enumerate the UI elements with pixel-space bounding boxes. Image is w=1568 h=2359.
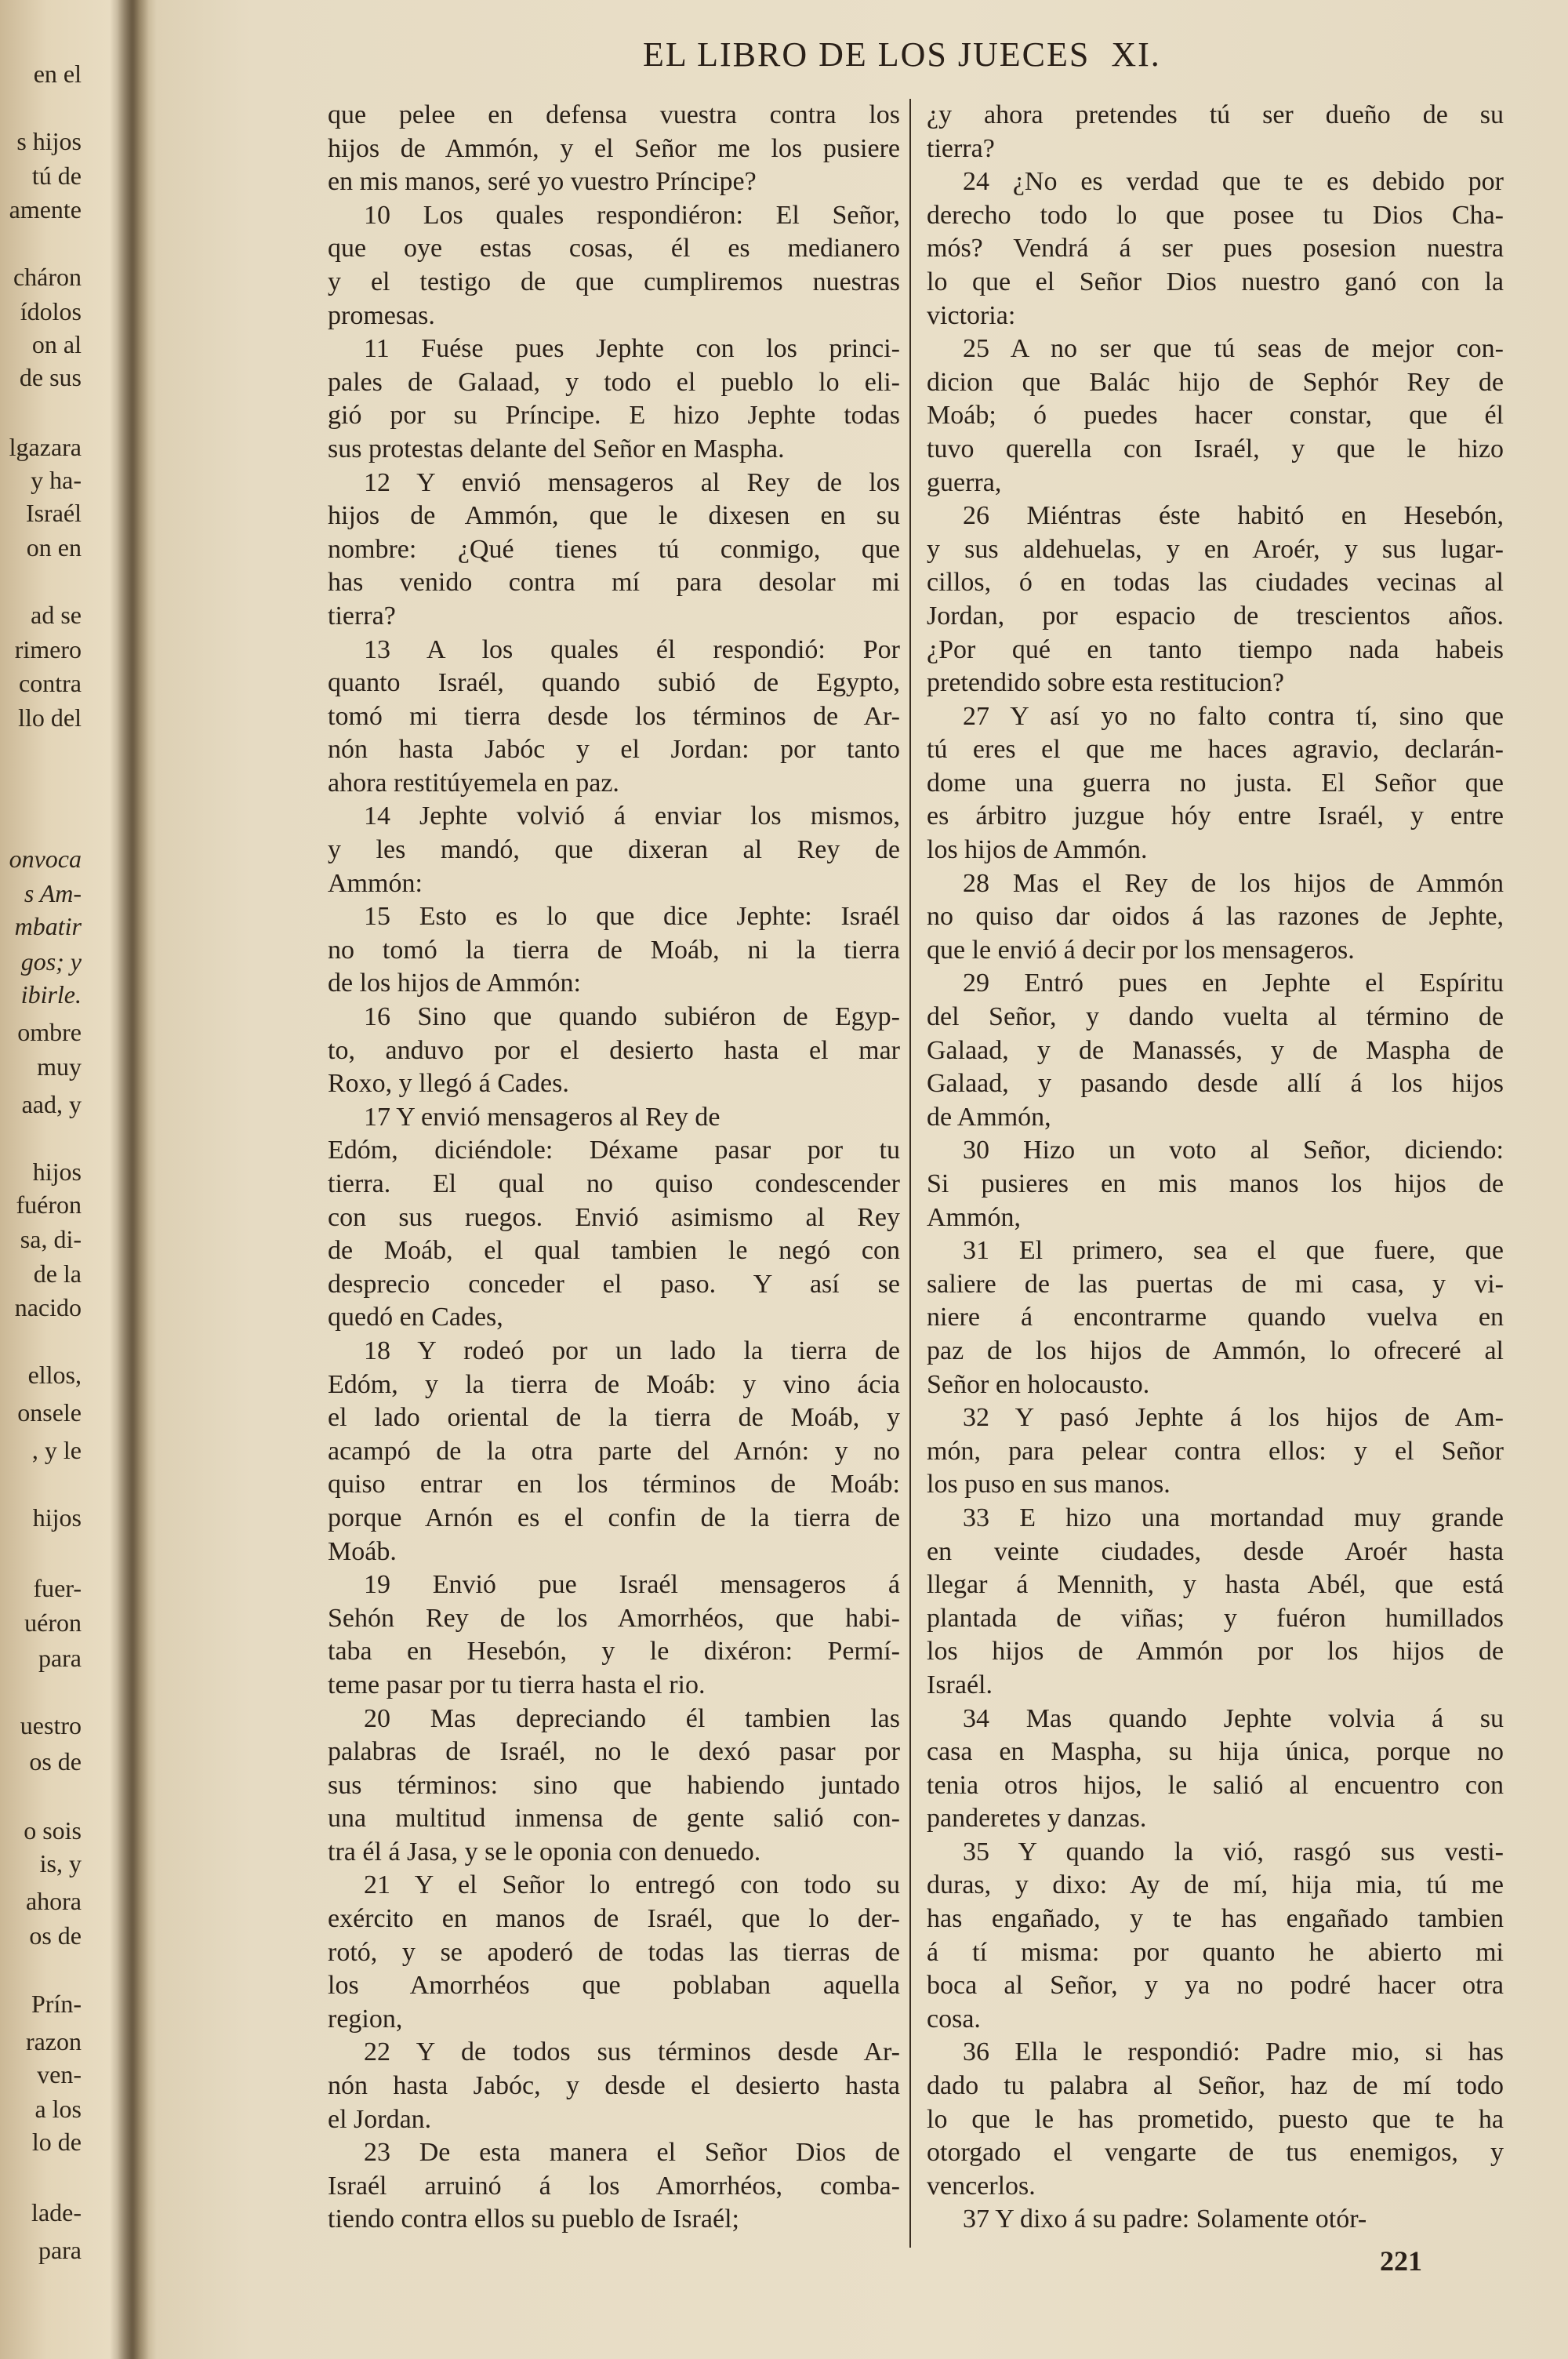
text-line: 31 El primero, sea el que fuere, que	[963, 1236, 1504, 1266]
facing-page-fragment: rimero	[14, 635, 82, 664]
text-line: 10 Los quales respondiéron: El Señor,	[364, 200, 900, 230]
text-line: dicion que Balác hijo de Sephór Rey de	[927, 367, 1504, 397]
facing-page-fragment: a los	[34, 2094, 82, 2123]
text-line: que pelee en defensa vuestra contra los	[328, 100, 900, 129]
text-line: taba en Hesebón, y le dixéron: Permí-	[328, 1637, 900, 1667]
text-line: en veinte ciudades, desde Aroér hasta	[927, 1536, 1504, 1566]
running-header	[643, 35, 1161, 75]
text-line: ahora restitúyemela en paz.	[328, 768, 619, 798]
facing-page-fragment: fuéron	[16, 1190, 82, 1219]
facing-page-fragment: ibirle.	[20, 980, 82, 1009]
text-line: guerra,	[927, 467, 1002, 497]
text-line: tú eres el que me haces agravio, declarán-	[927, 735, 1504, 765]
facing-page-fragment: on en	[26, 533, 82, 562]
facing-page-fragment: onvoca	[9, 845, 82, 874]
facing-page-fragment: aad, y	[21, 1089, 82, 1118]
text-line: tenia otros hijos, le salió al encuentro con	[927, 1770, 1504, 1800]
facing-page-fragment: on al	[31, 330, 82, 359]
text-line: hijos de Ammón, que le dixesen en su	[328, 501, 900, 531]
facing-page-fragment: o sois	[24, 1816, 82, 1845]
text-line: tiendo contra ellos su pueblo de Israél;	[328, 2205, 739, 2234]
text-line: 28 Mas el Rey de los hijos de Ammón	[963, 868, 1504, 898]
facing-page-fragment: llo del	[18, 703, 82, 732]
facing-page-fragment: ahora	[25, 1887, 82, 1916]
facing-page-fragment: uéron	[24, 1608, 82, 1637]
text-line: Jordan, por espacio de trescientos años.	[927, 601, 1504, 631]
facing-page-fragment: para	[38, 2236, 82, 2265]
text-line: 14 Jephte volvió á enviar los mismos,	[364, 801, 900, 831]
text-line: quanto Israél, quando subió de Egypto,	[328, 668, 900, 698]
text-line: tierra?	[927, 133, 995, 163]
facing-page-fragment: , y le	[31, 1435, 82, 1464]
text-line: casa en Maspha, su hija única, porque no	[927, 1737, 1504, 1767]
page-number: 221	[1380, 2245, 1422, 2277]
text-line: has venido contra mí para desolar mi	[328, 568, 900, 598]
text-line: 26 Miéntras éste habitó en Hesebón,	[963, 501, 1504, 531]
text-line: de Moáb, el qual tambien le negó con	[328, 1236, 900, 1266]
facing-page-fragment: en el	[33, 59, 82, 88]
facing-page-fragment: s Am-	[24, 879, 82, 908]
text-line: 30 Hizo un voto al Señor, diciendo:	[963, 1136, 1504, 1165]
facing-page-fragment: is, y	[39, 1849, 82, 1878]
text-line: tuvo querella con Israél, y que le hizo	[927, 434, 1504, 463]
text-line: pretendido sobre esta restitucion?	[927, 668, 1285, 698]
text-line: Señor en holocausto.	[927, 1369, 1150, 1399]
text-line: cosa.	[927, 2004, 981, 2034]
text-line: Sehón Rey de los Amorrhéos, que habi-	[328, 1603, 900, 1633]
facing-page-fragment: Prín-	[31, 1989, 82, 2018]
text-line: es árbitro juzgue hóy entre Israél, y entre	[927, 801, 1504, 831]
text-line: 19 Envió pue Israél mensageros á	[364, 1570, 900, 1600]
text-line: panderetes y danzas.	[927, 1804, 1147, 1834]
text-line: de los hijos de Ammón:	[328, 969, 581, 998]
text-line: no quiso dar oidos á las razones de Jephte,	[927, 902, 1504, 932]
text-line: lo que el Señor Dios nuestro ganó con la	[927, 267, 1504, 296]
text-line: del Señor, y dando vuelta al término de	[927, 1002, 1504, 1032]
text-line: los Amorrhéos que poblaban aquella	[328, 1971, 900, 2001]
text-line: no tomó la tierra de Moáb, ni la tierra	[328, 935, 900, 965]
text-line: con sus ruegos. Envió asimismo al Rey	[328, 1202, 900, 1232]
book-title: EL LIBRO DE LOS JUECES	[643, 35, 1091, 74]
facing-page-fragment: ven-	[37, 2059, 82, 2088]
facing-page-fragment: y ha-	[31, 465, 82, 494]
facing-page-fragment: razon	[25, 2026, 82, 2055]
text-line: paz de los hijos de Ammón, lo ofreceré al	[927, 1336, 1504, 1365]
facing-page-fragment: s hijos	[16, 127, 82, 156]
text-line: plantada de viñas; y fuéron humillados	[927, 1603, 1504, 1633]
text-line: saliere de las puertas de mi casa, y vi-	[927, 1269, 1504, 1299]
text-line: gió por su Príncipe. E hizo Jephte todas	[328, 401, 900, 431]
text-line: duras, y dixo: Ay de mí, hija mia, tú me	[927, 1870, 1504, 1900]
text-line: una multitud inmensa de gente salió con-	[328, 1804, 900, 1834]
text-line: otorgado el vengarte de tus enemigos, y	[927, 2138, 1504, 2168]
facing-page-fragment: cháron	[13, 262, 82, 291]
text-line: 36 Ella le respondió: Padre mio, si has	[963, 2037, 1504, 2067]
facing-page-fragment: hijos	[32, 1158, 82, 1187]
text-line: Roxo, y llegó á Cades.	[328, 1069, 569, 1099]
facing-page-fragment: ombre	[17, 1017, 82, 1046]
facing-page-fragment: fuer-	[33, 1574, 82, 1603]
text-line: 21 Y el Señor lo entregó con todo su	[364, 1870, 900, 1900]
facing-page-fragment: contra	[19, 668, 82, 697]
text-line: rotó, y se apoderó de todas las tierras de	[328, 1937, 900, 1967]
text-line: los hijos de Ammón.	[927, 835, 1148, 865]
text-line: tierra. El qual no quiso condescender	[328, 1169, 900, 1198]
text-line: hijos de Ammón, y el Señor me los pusiere	[328, 133, 900, 163]
facing-page-fragment: lgazara	[9, 432, 82, 461]
text-line: 12 Y envió mensageros al Rey de los	[364, 467, 900, 497]
facing-page-fragment: onsele	[17, 1398, 82, 1427]
facing-page-fragment: ellos,	[27, 1360, 82, 1389]
facing-page-fragment: ídolos	[20, 296, 82, 325]
text-line: desprecio conceder el paso. Y así se	[328, 1269, 900, 1299]
text-line: 33 E hizo una mortandad muy grande	[963, 1503, 1504, 1532]
text-line: 32 Y pasó Jephte á los hijos de Am-	[963, 1403, 1504, 1433]
text-line: tra él á Jasa, y se le oponia con denuedo.	[328, 1837, 761, 1866]
text-line: dado tu palabra al Señor, haz de mí todo	[927, 2071, 1504, 2101]
text-line: teme pasar por tu tierra hasta el rio.	[328, 1670, 706, 1699]
text-line: Galaad, y de Manassés, y de Maspha de	[927, 1035, 1504, 1065]
text-line: los puso en sus manos.	[927, 1470, 1171, 1499]
facing-page-fragment: tú de	[31, 162, 82, 191]
text-line: derecho todo lo que posee tu Dios Cha-	[927, 200, 1504, 230]
facing-page-fragment: de sus	[19, 363, 82, 392]
facing-page-fragment: muy	[37, 1052, 82, 1081]
text-column-left	[328, 99, 900, 2237]
text-line: tierra?	[328, 601, 396, 631]
text-line: acampó de la otra parte del Arnón: y no	[328, 1436, 900, 1466]
text-line: el Jordan.	[328, 2104, 432, 2134]
text-line: món, para pelear contra ellos: y el Señor	[927, 1436, 1504, 1466]
text-line: Edóm, diciéndole: Déxame pasar por tu	[328, 1136, 900, 1165]
facing-page-fragment: Israél	[25, 498, 82, 527]
text-line: 24 ¿No es verdad que te es debido por	[963, 167, 1504, 197]
text-line: 18 Y rodeó por un lado la tierra de	[364, 1336, 900, 1365]
text-line: Moáb.	[328, 1536, 397, 1566]
facing-page-fragment: gos; y	[20, 947, 82, 976]
text-line: vencerlos.	[927, 2171, 1036, 2201]
text-line: 35 Y quando la vió, rasgó sus vesti-	[963, 1837, 1504, 1866]
text-line: que oye estas cosas, él es medianero	[328, 234, 900, 264]
text-line: ¿y ahora pretendes tú ser dueño de su	[927, 100, 1504, 129]
text-line: de Ammón,	[927, 1102, 1051, 1132]
text-line: ¿Por qué en tanto tiempo nada habeis	[927, 634, 1504, 664]
facing-page-fragment: amente	[9, 194, 82, 224]
facing-page-fragment: lo de	[31, 2128, 82, 2157]
text-line: palabras de Israél, no le dexó pasar por	[328, 1737, 900, 1767]
text-line: 23 De esta manera el Señor Dios de	[364, 2138, 900, 2168]
text-line: 27 Y así yo no falto contra tí, sino que	[963, 701, 1504, 731]
text-line: 25 A no ser que tú seas de mejor con-	[963, 334, 1504, 364]
text-line: y el testigo de que cumpliremos nuestras	[328, 267, 900, 296]
text-line: Galaad, y pasando desde allí á los hijos	[927, 1069, 1504, 1099]
text-line: sus protestas delante del Señor en Maspha.	[328, 434, 785, 463]
text-line: 15 Esto es lo que dice Jephte: Israél	[364, 902, 900, 932]
facing-page-fragment: os de	[29, 1747, 82, 1776]
text-line: nón hasta Jabóc y el Jordan: por tanto	[328, 735, 900, 765]
text-line: victoria:	[927, 300, 1016, 330]
facing-page-fragment: uestro	[20, 1710, 82, 1739]
text-line: Ammón:	[328, 868, 423, 898]
text-line: promesas.	[328, 300, 435, 330]
text-line: 20 Mas depreciando él tambien las	[364, 1703, 900, 1733]
text-line: sus términos: sino que habiendo juntado	[328, 1770, 900, 1800]
text-line: nombre: ¿Qué tienes tú conmigo, que	[328, 534, 900, 564]
text-line: que le envió á decir por los mensageros.	[927, 935, 1355, 965]
text-line: Edóm, y la tierra de Moáb: y vino ácia	[328, 1369, 900, 1399]
text-line: Moáb; ó puedes hacer constar, que él	[927, 401, 1504, 431]
text-line: 16 Sino que quando subiéron de Egyp-	[364, 1002, 900, 1032]
text-line: niere á encontrarme quando vuelva en	[927, 1303, 1504, 1332]
text-line: y sus aldehuelas, y en Aroér, y sus lugar-	[927, 534, 1504, 564]
text-line: nón hasta Jabóc, y desde el desierto hasta	[328, 2071, 900, 2101]
facing-page-fragment: hijos	[32, 1503, 82, 1532]
facing-page-fragment: ad se	[31, 601, 82, 630]
facing-page-fragment: sa, di-	[20, 1225, 82, 1254]
facing-page-fragment: lade-	[31, 2198, 82, 2227]
text-line: 29 Entró pues en Jephte el Espíritu	[963, 969, 1504, 998]
facing-page-fragment: mbatir	[14, 912, 82, 941]
text-line: Israél.	[927, 1670, 993, 1699]
facing-page-fragment: para	[38, 1643, 82, 1672]
text-line: dome una guerra no justa. El Señor que	[927, 768, 1504, 798]
text-line: llegar á Mennith, y hasta Abél, que está	[927, 1570, 1504, 1600]
text-line: Ammón,	[927, 1202, 1021, 1232]
text-line: 37 Y dixo á su padre: Solamente otór-	[963, 2205, 1367, 2234]
text-line: tomó mi tierra desde los términos de Ar-	[328, 701, 900, 731]
text-line: exército en manos de Israél, que lo der-	[328, 1904, 900, 1934]
text-line: 22 Y de todos sus términos desde Ar-	[364, 2037, 900, 2067]
text-line: cillos, ó en todas las ciudades vecinas al	[927, 568, 1504, 598]
text-line: Israél arruinó á los Amorrhéos, comba-	[328, 2171, 900, 2201]
text-line: pales de Galaad, y todo el pueblo lo eli-	[328, 367, 900, 397]
text-line: á tí misma: por quanto he abierto mi	[927, 1937, 1504, 1967]
text-line: los hijos de Ammón por los hijos de	[927, 1637, 1504, 1667]
text-line: y les mandó, que dixeran al Rey de	[328, 835, 900, 865]
text-line: el lado oriental de la tierra de Moáb, y	[328, 1403, 900, 1433]
text-line: 11 Fuése pues Jephte con los princi-	[364, 334, 900, 364]
text-line: 13 A los quales él respondió: Por	[364, 634, 900, 664]
column-divider	[909, 99, 911, 2248]
text-line: porque Arnón es el confin de la tierra de	[328, 1503, 900, 1532]
facing-page-fragment: os de	[29, 1921, 82, 1950]
text-line: quiso entrar en los términos de Moáb:	[328, 1470, 900, 1499]
text-line: mós? Vendrá á ser pues posesion nuestra	[927, 234, 1504, 264]
text-line: 17 Y envió mensageros al Rey de	[364, 1102, 720, 1132]
text-line: boca al Señor, y ya no podré hacer otra	[927, 1971, 1504, 2001]
facing-page-fragment: de la	[33, 1259, 82, 1289]
facing-page-fragment: nacido	[14, 1292, 82, 1321]
text-line: has engañado, y te has engañado tambien	[927, 1904, 1504, 1934]
text-line: 34 Mas quando Jephte volvia á su	[963, 1703, 1504, 1733]
text-line: lo que le has prometido, puesto que te ha	[927, 2104, 1504, 2134]
book-gutter-shadow	[118, 0, 149, 2359]
text-line: region,	[328, 2004, 403, 2034]
text-column-right	[927, 99, 1504, 2237]
text-line: en mis manos, seré yo vuestro Príncipe?	[328, 167, 757, 197]
chapter-number: XI.	[1111, 35, 1161, 74]
text-line: Si pusieres en mis manos los hijos de	[927, 1169, 1504, 1198]
text-line: to, anduvo por el desierto hasta el mar	[328, 1035, 900, 1065]
text-line: quedó en Cades,	[328, 1303, 503, 1332]
